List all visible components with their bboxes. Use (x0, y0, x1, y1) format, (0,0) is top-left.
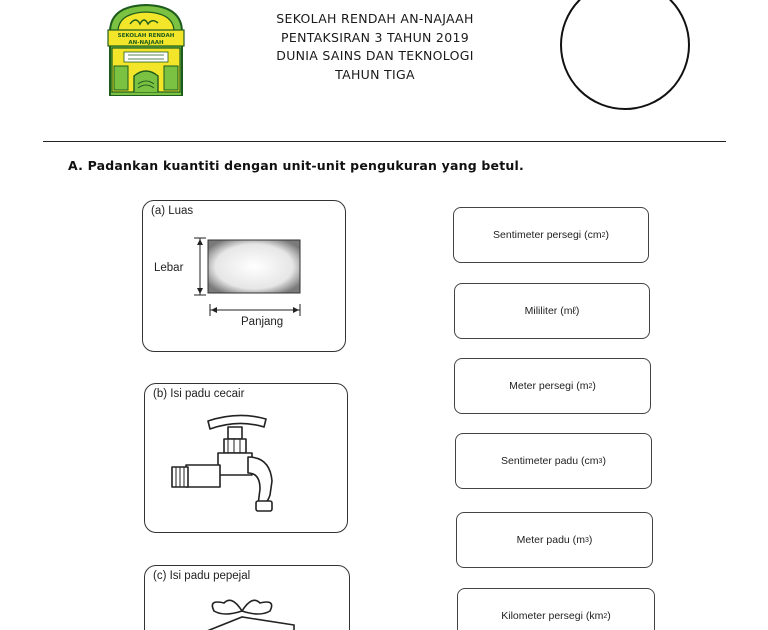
exam-header (200, 10, 550, 84)
width-label: Lebar (154, 262, 184, 274)
unit-power: 2 (601, 231, 606, 239)
unit-name: Mililiter (524, 305, 558, 317)
unit-option-cubic-metre[interactable]: Meter padu ( m 3 ) (456, 512, 653, 568)
gift-box-icon (144, 565, 350, 630)
unit-name: Meter padu (516, 534, 570, 546)
quantity-title-area: (a) Luas (151, 205, 194, 217)
assessment-title: PENTAKSIRAN 3 TAHUN 2019 (281, 29, 469, 45)
quantity-title-solid-volume: (c) Isi padu pepejal (153, 570, 251, 582)
unit-name: Sentimeter persegi (493, 229, 582, 241)
logo-banner-line1: SEKOLAH RENDAH (117, 33, 175, 39)
question-instruction: A. Padankan kuantiti dengan unit-unit pengukuran yang betul. (68, 158, 524, 173)
water-tap-icon (144, 383, 348, 533)
unit-symbol: cm (587, 229, 602, 241)
unit-option-millilitre[interactable]: Mililiter ( mℓ ) (454, 283, 650, 339)
rectangle-diagram-icon (142, 200, 346, 352)
unit-name: Kilometer persegi (501, 610, 583, 622)
unit-name: Meter persegi (509, 380, 574, 392)
unit-power: 2 (603, 612, 608, 620)
unit-option-square-kilometre[interactable]: Kilometer persegi ( km 2 ) (457, 588, 655, 630)
logo-banner-line2: AN-NAJAAH (128, 40, 164, 46)
marks-circle (560, 0, 690, 110)
school-name: SEKOLAH RENDAH AN-NAJAAH (276, 11, 474, 26)
unit-power: 3 (584, 536, 589, 544)
quantity-card-area[interactable] (142, 200, 346, 352)
quantity-title-liquid-volume: (b) Isi padu cecair (153, 388, 245, 400)
unit-power: 3 (598, 457, 603, 465)
unit-symbol: km (589, 610, 604, 622)
unit-option-cubic-centimetre[interactable]: Sentimeter padu ( cm 3 ) (455, 433, 652, 489)
unit-symbol: mℓ (563, 305, 576, 317)
unit-option-square-metre[interactable]: Meter persegi ( m 2 ) (454, 358, 651, 414)
unit-option-square-centimetre[interactable]: Sentimeter persegi ( cm 2 ) (453, 207, 649, 263)
unit-symbol: m (579, 380, 589, 392)
quantity-card-solid-volume[interactable] (144, 565, 350, 630)
unit-symbol: cm (584, 455, 599, 467)
length-label: Panjang (241, 316, 284, 328)
unit-name: Sentimeter padu (501, 455, 579, 467)
header-divider (43, 141, 726, 142)
unit-power: 2 (588, 382, 593, 390)
school-logo (104, 2, 188, 96)
quantity-card-liquid-volume[interactable] (144, 383, 348, 533)
subject-name: DUNIA SAINS DAN TEKNOLOGI (276, 48, 474, 63)
unit-symbol: m (576, 534, 585, 546)
year-level: TAHUN TIGA (335, 66, 415, 82)
